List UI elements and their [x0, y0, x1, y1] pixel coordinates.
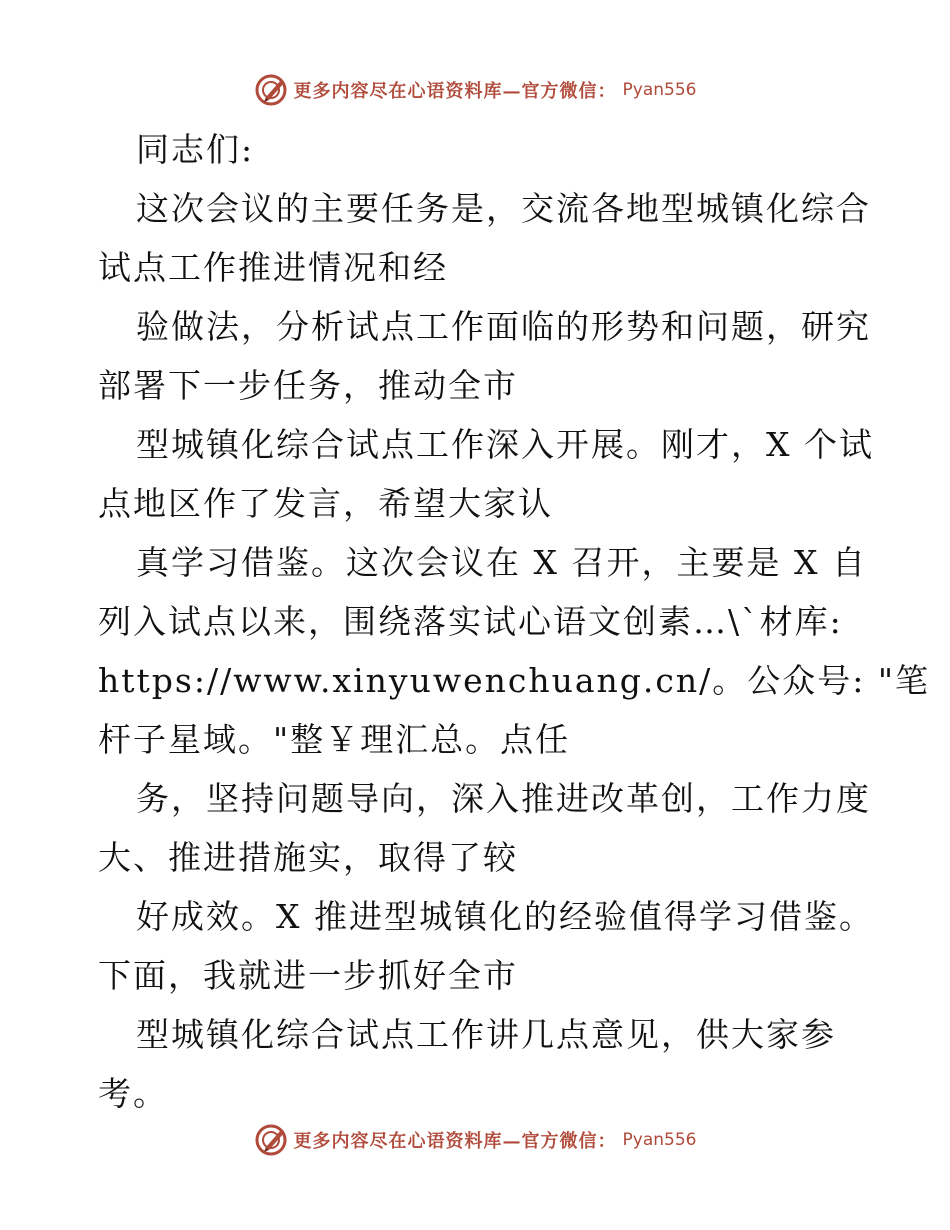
text-line: 杆子星域。"整￥理汇总。点任 — [98, 720, 571, 759]
banner-text: 更多内容尽在心语资料库—官方微信： — [293, 81, 617, 102]
text-line: https://www.xinyuwenchuang.cn/。公众号: "笔 — [98, 661, 931, 700]
header-watermark-banner — [0, 70, 950, 110]
pen-circle-logo-icon — [254, 73, 288, 107]
text-line: 真学习借鉴。这次会议在 X 召开，主要是 X 自 — [136, 543, 867, 582]
pen-circle-logo-icon — [254, 1123, 288, 1157]
banner-text: 更多内容尽在心语资料库—官方微信： — [293, 1131, 617, 1152]
text-line: 列入试点以来，围绕落实试心语文创素…\`材库: — [98, 602, 843, 641]
text-line: 型城镇化综合试点工作讲几点意见，供大家参 — [136, 1015, 836, 1054]
text-line: 这次会议的主要任务是，交流各地型城镇化综合 — [136, 189, 871, 228]
text-line: 考。 — [98, 1074, 168, 1113]
text-line: 验做法，分析试点工作面临的形势和问题，研究 — [136, 307, 871, 346]
text-line: 型城镇化综合试点工作深入开展。刚才，X 个试 — [136, 425, 874, 464]
text-line: 部署下一步任务，推动全市 — [98, 366, 518, 405]
text-line: 下面，我就进一步抓好全市 — [98, 956, 518, 995]
text-line: 务，坚持问题导向，深入推进改革创，工作力度 — [136, 779, 871, 818]
text-line: 好成效。X 推进型城镇化的经验值得学习借鉴。 — [136, 897, 874, 936]
text-line: 同志们: — [136, 130, 255, 169]
footer-watermark-banner — [0, 1120, 950, 1160]
banner-wechat-id: Pyan556 — [622, 1130, 697, 1150]
text-line: 试点工作推进情况和经 — [98, 248, 448, 287]
banner-wechat-id: Pyan556 — [622, 80, 697, 100]
document-body — [98, 120, 931, 1123]
text-line: 大、推进措施实，取得了较 — [98, 838, 518, 877]
text-line: 点地区作了发言，希望大家认 — [98, 484, 553, 523]
